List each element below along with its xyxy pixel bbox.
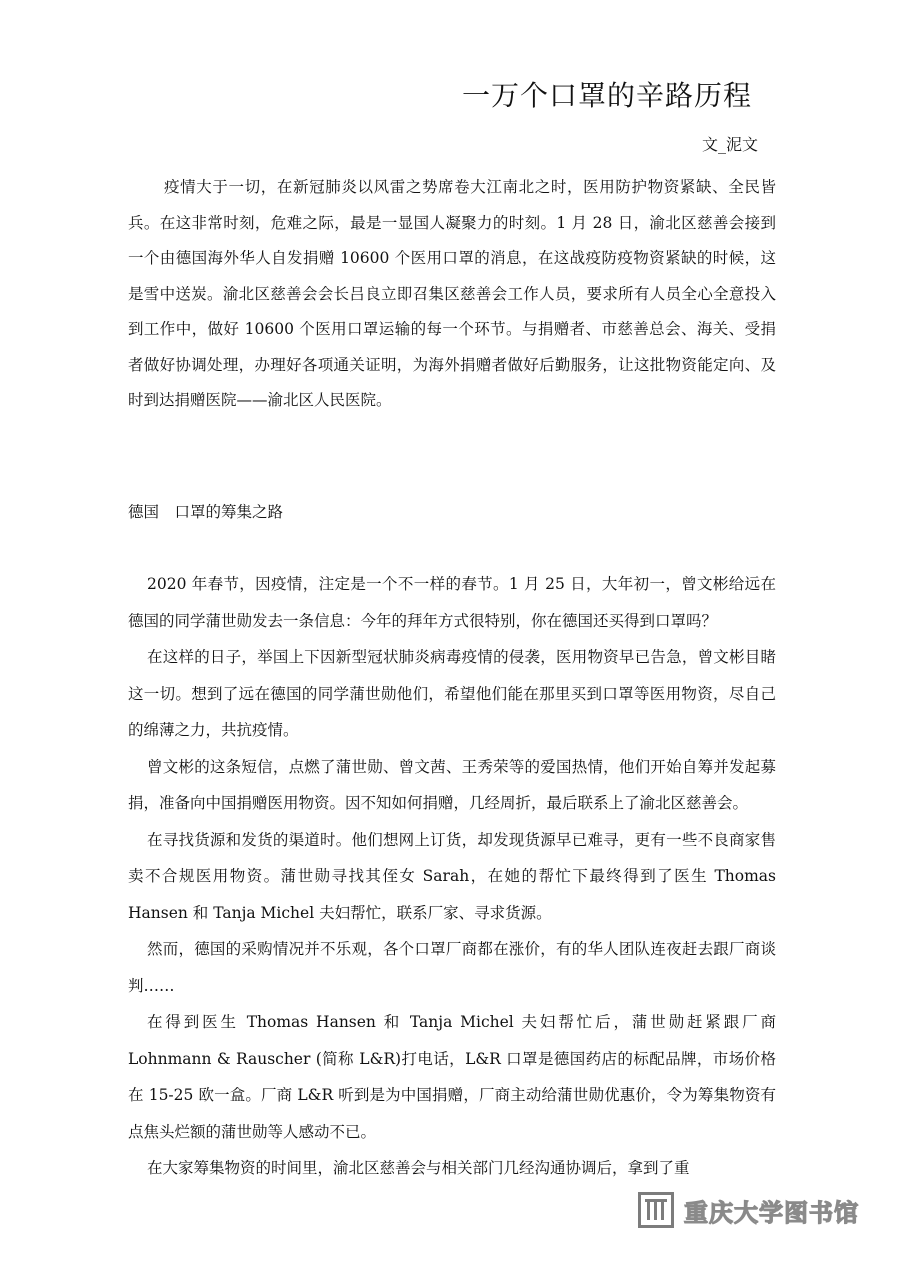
library-logo-icon (638, 1192, 674, 1228)
body-paragraph: 2020 年春节，因疫情，注定是一个不一样的春节。1 月 25 日，大年初一，曾文彬给远在德国的同学蒲世勋发去一条信息：今年的拜年方式很特别，你在德国还买得到口罩吗？ (128, 575, 776, 630)
body-paragraph: 在大家筹集物资的时间里，渝北区慈善会与相关部门几经沟通协调后，拿到了重 (147, 1159, 690, 1177)
intro-paragraph: 疫情大于一切，在新冠肺炎以风雷之势席卷大江南北之时，医用防护物资紧缺、全民皆兵。在这非常时刻，危难之际，最是一显国人凝聚力的时刻。1 月 28 日，渝北区慈善会接到一个由德国海外华人自发捐赠 10600 个医用口罩的消息，在这战疫防疫物资紧缺的时候，这是雪中送炭。渝北区慈善会会长吕良立即召集区慈善会工作人员，要求所有人员全心全意投入到工作中，做好 10600 个医用口罩运输的每一个环节。与捐赠者、市慈善总会、海关、受捐者做好协调处理，办理好各项通关证明，为海外捐赠者做好后勤服务，让这批物资能定向、及时到达捐赠医院——渝北区人民医院。 (128, 178, 776, 409)
body-paragraph: 曾文彬的这条短信，点燃了蒲世勋、曾文茜、王秀荣等的爱国热情，他们开始自筹并发起募捐，准备向中国捐赠医用物资。因不知如何捐赠，几经周折，最后联系上了渝北区慈善会。 (128, 757, 776, 812)
watermark-text: 重庆大学图书馆 (684, 1198, 859, 1227)
section-heading: 德国 口罩的筹集之路 (128, 503, 284, 521)
body-paragraph: 在得到医生 Thomas Hansen 和 Tanja Michel 夫妇帮忙后，蒲世勋赶紧跟厂商 Lohnmann & Rauscher (简称 L&R)打电话，L&R 口罩是德国药店的标配品牌，市场价格在 15-25 欧一盒。厂商 L&R 听到是为中国捐赠，厂商主动给蒲世勋优惠价，令为筹集物资有点焦头烂额的蒲世勋等人感动不已。 (128, 1013, 776, 1141)
section-body (128, 566, 776, 1187)
article-title: 一万个口罩的辛路历程 (462, 79, 753, 112)
article-author: 文_泥文 (702, 135, 759, 154)
body-paragraph: 在这样的日子，举国上下因新型冠状肺炎病毒疫情的侵袭，医用物资早已告急，曾文彬目睹这一切。想到了远在德国的同学蒲世勋他们，希望他们能在那里买到口罩等医用物资，尽自己的绵薄之力，共抗疫情。 (128, 648, 776, 739)
library-watermark (638, 1192, 859, 1228)
body-paragraph: 在寻找货源和发货的渠道时。他们想网上订货，却发现货源早已难寻，更有一些不良商家售卖不合规医用物资。蒲世勋寻找其侄女 Sarah，在她的帮忙下最终得到了医生 Thomas Hansen 和 Tanja Michel 夫妇帮忙，联系厂家、寻求货源。 (128, 830, 776, 922)
body-paragraph: 然而，德国的采购情况并不乐观，各个口罩厂商都在涨价，有的华人团队连夜赶去跟厂商谈判…… (128, 940, 776, 995)
